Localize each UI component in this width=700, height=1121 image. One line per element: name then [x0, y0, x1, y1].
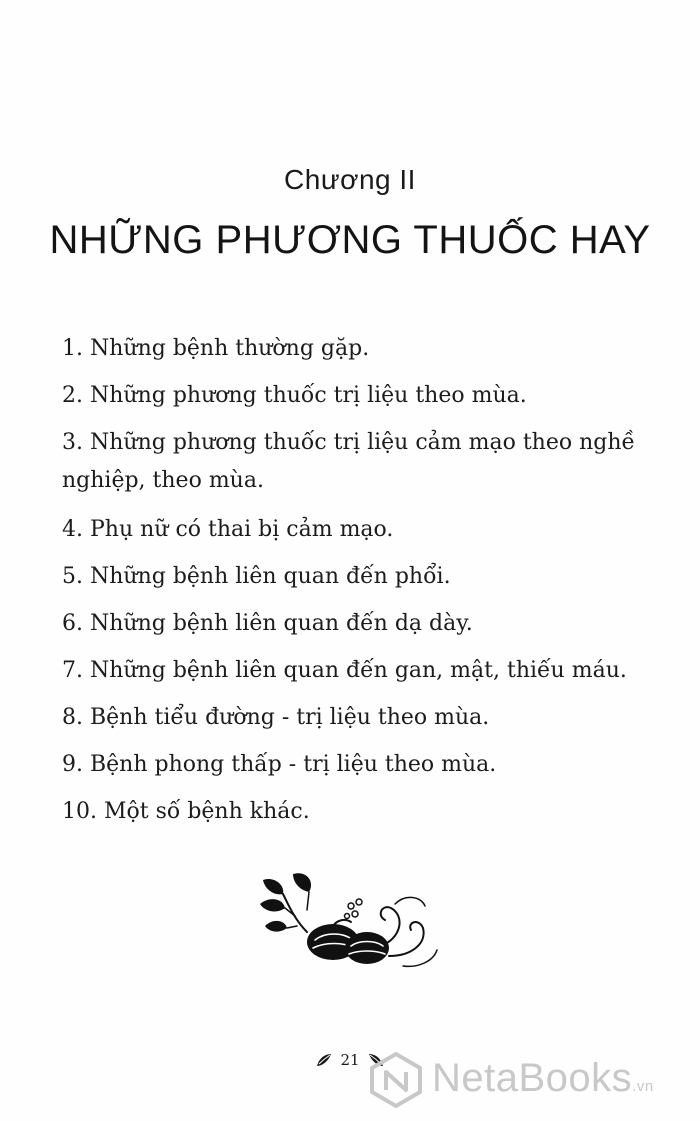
toc-item: 7. Những bệnh liên quan đến gan, mật, thiếu máu. — [62, 658, 627, 683]
toc-item: 3. Những phương thuốc trị liệu cảm mạo theo nghề nghiệp, theo mùa. — [62, 430, 636, 493]
floral-ornament-icon — [255, 870, 445, 970]
watermark — [364, 1046, 694, 1114]
toc-item: 2. Những phương thuốc trị liệu theo mùa. — [62, 383, 527, 408]
leaf-ornament-icon — [315, 1052, 333, 1068]
page-number: 21 — [340, 1051, 360, 1069]
toc-item: 9. Bệnh phong thấp - trị liệu theo mùa. — [62, 752, 497, 777]
toc-item: 6. Những bệnh liên quan đến dạ dày. — [62, 611, 473, 636]
chapter-label: Chương II — [284, 164, 416, 195]
netabooks-logo-icon — [366, 1050, 426, 1110]
watermark-text — [432, 1056, 654, 1101]
toc-item: 4. Phụ nữ có thai bị cảm mạo. — [62, 517, 394, 542]
chapter-contents-list — [62, 330, 662, 840]
chapter-title: NHỮNG PHƯƠNG THUỐC HAY — [49, 218, 651, 262]
toc-item: 10. Một số bệnh khác. — [62, 799, 310, 824]
watermark-suffix: .vn — [632, 1078, 654, 1095]
toc-item: 1. Những bệnh thường gặp. — [62, 336, 370, 361]
toc-item: 5. Những bệnh liên quan đến phổi. — [62, 564, 451, 589]
watermark-brand: NetaBooks — [432, 1056, 633, 1100]
toc-item: 8. Bệnh tiểu đường - trị liệu theo mùa. — [62, 705, 490, 730]
